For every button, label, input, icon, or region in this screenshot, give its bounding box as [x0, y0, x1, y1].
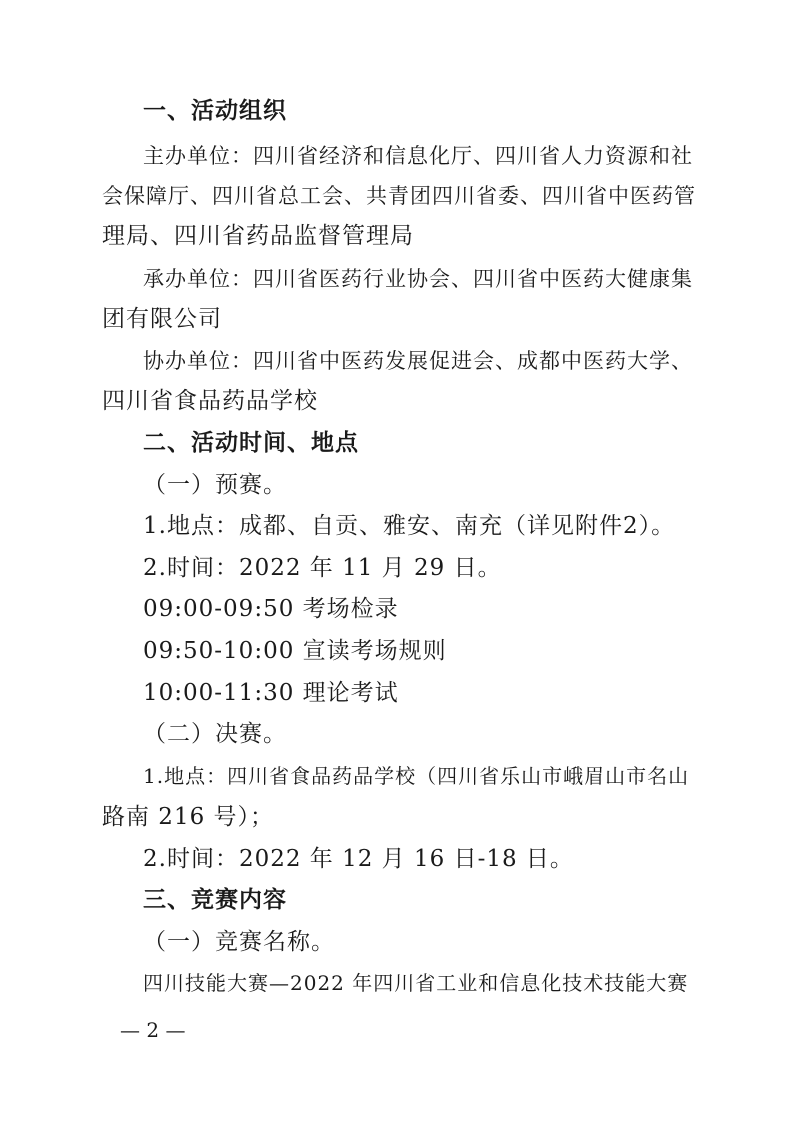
subsection-heading: （二）决赛。: [143, 721, 287, 747]
subsection-heading: （一）预赛。: [143, 472, 287, 498]
paragraph-line: 四川技能大赛—2022 年四川省工业和信息化技术技能大赛: [143, 971, 689, 995]
paragraph-line: 2.时间：2022 年 11 月 29 日。: [143, 555, 502, 581]
section-heading-2: 二、活动时间、地点: [143, 430, 359, 456]
page-number: — 2 —: [120, 1018, 186, 1042]
section-heading-3: 三、竞赛内容: [143, 887, 287, 913]
paragraph-line: 协办单位：四川省中医药发展促进会、成都中医药大学、: [143, 349, 693, 373]
paragraph-line: 承办单位：四川省医药行业协会、四川省中医药大健康集: [143, 267, 693, 291]
paragraph-line: 团有限公司: [102, 306, 222, 332]
subsection-heading: （一）竞赛名称。: [143, 929, 335, 955]
schedule-line: 09:00-09:50 考场检录: [143, 596, 399, 622]
paragraph-line: 1.地点：四川省食品药品学校（四川省乐山市峨眉山市名山: [143, 764, 690, 788]
section-heading-1: 一、活动组织: [143, 98, 287, 124]
paragraph-line: 理局、四川省药品监督管理局: [102, 223, 414, 249]
schedule-line: 10:00-11:30 理论考试: [143, 680, 399, 706]
paragraph-line: 1.地点：成都、自贡、雅安、南充（详见附件2）。: [143, 513, 676, 539]
paragraph-line: 路南 216 号）；: [102, 804, 275, 830]
schedule-line: 09:50-10:00 宣读考场规则: [143, 638, 447, 664]
paragraph-line: 2.时间：2022 年 12 月 16 日-18 日。: [143, 846, 574, 872]
paragraph-line: 会保障厅、四川省总工会、共青团四川省委、四川省中医药管: [102, 184, 696, 208]
paragraph-line: 主办单位：四川省经济和信息化厅、四川省人力资源和社: [143, 144, 693, 168]
paragraph-line: 四川省食品药品学校: [102, 388, 318, 414]
